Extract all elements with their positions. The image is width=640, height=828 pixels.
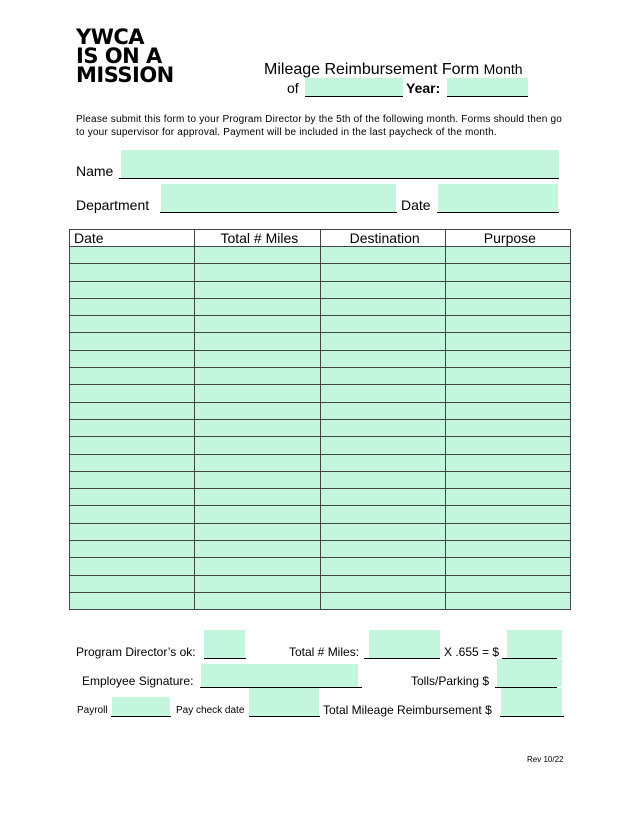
table-row [70, 316, 571, 333]
name-label: Name [76, 163, 114, 179]
rate-label: X .655 = $ [444, 645, 500, 659]
destination-cell-input[interactable] [320, 281, 445, 298]
total-miles-cell-input[interactable] [195, 298, 320, 315]
purpose-cell-input[interactable] [445, 558, 570, 575]
destination-cell-input[interactable] [320, 350, 445, 367]
department-input[interactable] [161, 184, 396, 212]
total-miles-cell-input[interactable] [195, 247, 320, 264]
destination-cell-input[interactable] [320, 471, 445, 488]
purpose-cell-input[interactable] [445, 575, 570, 592]
total-reimbursement-underline [500, 716, 564, 717]
total-miles-cell-input[interactable] [195, 437, 320, 454]
total-miles-label: Total # Miles: [289, 645, 360, 659]
purpose-cell-input[interactable] [445, 368, 570, 385]
purpose-cell-input[interactable] [445, 385, 570, 402]
name-input[interactable] [121, 150, 559, 178]
total-miles-cell-input[interactable] [195, 385, 320, 402]
table-row [70, 592, 571, 609]
director-ok-label: Program Director’s ok: [76, 645, 196, 659]
purpose-cell-input[interactable] [445, 281, 570, 298]
year-input[interactable] [447, 78, 528, 97]
table-row [70, 402, 571, 419]
name-underline [119, 178, 559, 179]
total-miles-cell-input[interactable] [195, 541, 320, 558]
purpose-cell-input[interactable] [445, 592, 570, 609]
total-miles-cell-input[interactable] [195, 316, 320, 333]
logo-line-3: MISSION [76, 63, 174, 87]
destination-cell-input[interactable] [320, 264, 445, 281]
purpose-cell-input[interactable] [445, 419, 570, 436]
director-ok-underline [204, 658, 246, 659]
destination-cell-input[interactable] [320, 385, 445, 402]
destination-cell-input[interactable] [320, 247, 445, 264]
purpose-cell-input[interactable] [445, 298, 570, 315]
instructions-text: Please submit this form to your Program Director by the 5th of the following month. Forms should then go to your supervisor for approval. Payment will be included in the last paycheck of the month. [76, 114, 563, 138]
table-row [70, 350, 571, 367]
table-row [70, 489, 571, 506]
destination-cell-input[interactable] [320, 541, 445, 558]
destination-cell-input[interactable] [320, 316, 445, 333]
column-header-date: Date [70, 230, 195, 247]
year-label: Year: [406, 80, 441, 96]
date-cell-input[interactable] [70, 350, 195, 367]
date-cell-input[interactable] [70, 368, 195, 385]
destination-cell-input[interactable] [320, 558, 445, 575]
total-miles-cell-input[interactable] [195, 333, 320, 350]
department-label: Department [76, 197, 150, 213]
date-cell-input[interactable] [70, 247, 195, 264]
destination-cell-input[interactable] [320, 437, 445, 454]
pay-check-date-underline [249, 716, 320, 717]
of-label: of [287, 80, 299, 96]
purpose-cell-input[interactable] [445, 247, 570, 264]
total-miles-cell-input[interactable] [195, 264, 320, 281]
table-row [70, 506, 571, 523]
date-cell-input[interactable] [70, 298, 195, 315]
total-miles-cell-input[interactable] [195, 368, 320, 385]
employee-signature-label: Employee Signature: [82, 674, 194, 688]
purpose-cell-input[interactable] [445, 402, 570, 419]
table-row [70, 454, 571, 471]
rate-total-input[interactable] [507, 630, 562, 658]
date-cell-input[interactable] [70, 316, 195, 333]
destination-cell-input[interactable] [320, 419, 445, 436]
total-miles-input[interactable] [369, 630, 440, 658]
tolls-parking-input[interactable] [497, 659, 562, 687]
table-row [70, 298, 571, 315]
purpose-cell-input[interactable] [445, 316, 570, 333]
date-cell-input[interactable] [70, 541, 195, 558]
date-cell-input[interactable] [70, 558, 195, 575]
date-cell-input[interactable] [70, 506, 195, 523]
date-cell-input[interactable] [70, 471, 195, 488]
total-reimbursement-label: Total Mileage Reimbursement $ [323, 703, 492, 717]
table-row [70, 419, 571, 436]
total-miles-cell-input[interactable] [195, 471, 320, 488]
total-miles-cell-input[interactable] [195, 402, 320, 419]
employee-signature-input[interactable] [201, 664, 358, 687]
destination-cell-input[interactable] [320, 506, 445, 523]
column-header-purpose: Purpose [445, 230, 570, 247]
date-cell-input[interactable] [70, 419, 195, 436]
date-underline [437, 212, 559, 213]
purpose-cell-input[interactable] [445, 523, 570, 540]
total-miles-cell-input[interactable] [195, 419, 320, 436]
purpose-cell-input[interactable] [445, 437, 570, 454]
destination-cell-input[interactable] [320, 454, 445, 471]
purpose-cell-input[interactable] [445, 489, 570, 506]
purpose-cell-input[interactable] [445, 350, 570, 367]
column-header-destination: Destination [320, 230, 445, 247]
date-cell-input[interactable] [70, 575, 195, 592]
payroll-input[interactable] [112, 697, 170, 716]
purpose-cell-input[interactable] [445, 264, 570, 281]
table-header-row [70, 230, 571, 247]
month-input[interactable] [305, 78, 403, 97]
date-cell-input[interactable] [70, 402, 195, 419]
total-miles-cell-input[interactable] [195, 523, 320, 540]
total-miles-cell-input[interactable] [195, 506, 320, 523]
date-cell-input[interactable] [70, 454, 195, 471]
date-cell-input[interactable] [70, 333, 195, 350]
table-row [70, 368, 571, 385]
table-row [70, 523, 571, 540]
date-label: Date [401, 197, 431, 213]
purpose-cell-input[interactable] [445, 471, 570, 488]
logo-line-1: YWCA [76, 25, 145, 49]
table-row [70, 471, 571, 488]
ywca-logo [76, 25, 174, 87]
total-miles-cell-input[interactable] [195, 575, 320, 592]
table-row [70, 281, 571, 298]
department-underline [160, 212, 397, 213]
column-header-total-miles: Total # Miles [195, 230, 320, 247]
purpose-cell-input[interactable] [445, 541, 570, 558]
payroll-label: Payroll [77, 705, 108, 716]
purpose-cell-input[interactable] [445, 333, 570, 350]
pay-check-date-input[interactable] [249, 688, 319, 716]
date-cell-input[interactable] [70, 264, 195, 281]
destination-cell-input[interactable] [320, 402, 445, 419]
date-cell-input[interactable] [70, 523, 195, 540]
form-title-text: Mileage Reimbursement Form [264, 61, 480, 78]
date-cell-input[interactable] [70, 281, 195, 298]
table-row [70, 575, 571, 592]
table-row [70, 558, 571, 575]
form-title [264, 61, 523, 79]
purpose-cell-input[interactable] [445, 454, 570, 471]
revision-label: Rev 10/22 [527, 755, 564, 764]
date-cell-input[interactable] [70, 592, 195, 609]
pay-check-date-label: Pay check date [176, 705, 245, 716]
payroll-underline [111, 716, 171, 717]
table-row [70, 333, 571, 350]
destination-cell-input[interactable] [320, 333, 445, 350]
table-row [70, 247, 571, 264]
destination-cell-input[interactable] [320, 575, 445, 592]
table-body [70, 247, 571, 610]
destination-cell-input[interactable] [320, 489, 445, 506]
date-cell-input[interactable] [70, 437, 195, 454]
month-year-line [287, 80, 299, 96]
mileage-log-table [69, 229, 571, 610]
table-row [70, 437, 571, 454]
table-row [70, 264, 571, 281]
date-input[interactable] [438, 184, 558, 212]
table-row [70, 385, 571, 402]
total-reimbursement-input[interactable] [501, 688, 562, 716]
destination-cell-input[interactable] [320, 523, 445, 540]
month-label: Month [483, 61, 523, 77]
total-miles-cell-input[interactable] [195, 489, 320, 506]
total-miles-cell-input[interactable] [195, 558, 320, 575]
total-miles-underline [364, 658, 440, 659]
destination-cell-input[interactable] [320, 368, 445, 385]
logo-line-2: IS ON A [76, 44, 162, 68]
table-row [70, 541, 571, 558]
date-cell-input[interactable] [70, 385, 195, 402]
total-miles-cell-input[interactable] [195, 454, 320, 471]
total-miles-cell-input[interactable] [195, 592, 320, 609]
destination-cell-input[interactable] [320, 592, 445, 609]
total-miles-cell-input[interactable] [195, 350, 320, 367]
director-ok-input[interactable] [204, 630, 245, 658]
purpose-cell-input[interactable] [445, 506, 570, 523]
tolls-parking-label: Tolls/Parking $ [411, 674, 490, 688]
date-cell-input[interactable] [70, 489, 195, 506]
total-miles-cell-input[interactable] [195, 281, 320, 298]
destination-cell-input[interactable] [320, 298, 445, 315]
